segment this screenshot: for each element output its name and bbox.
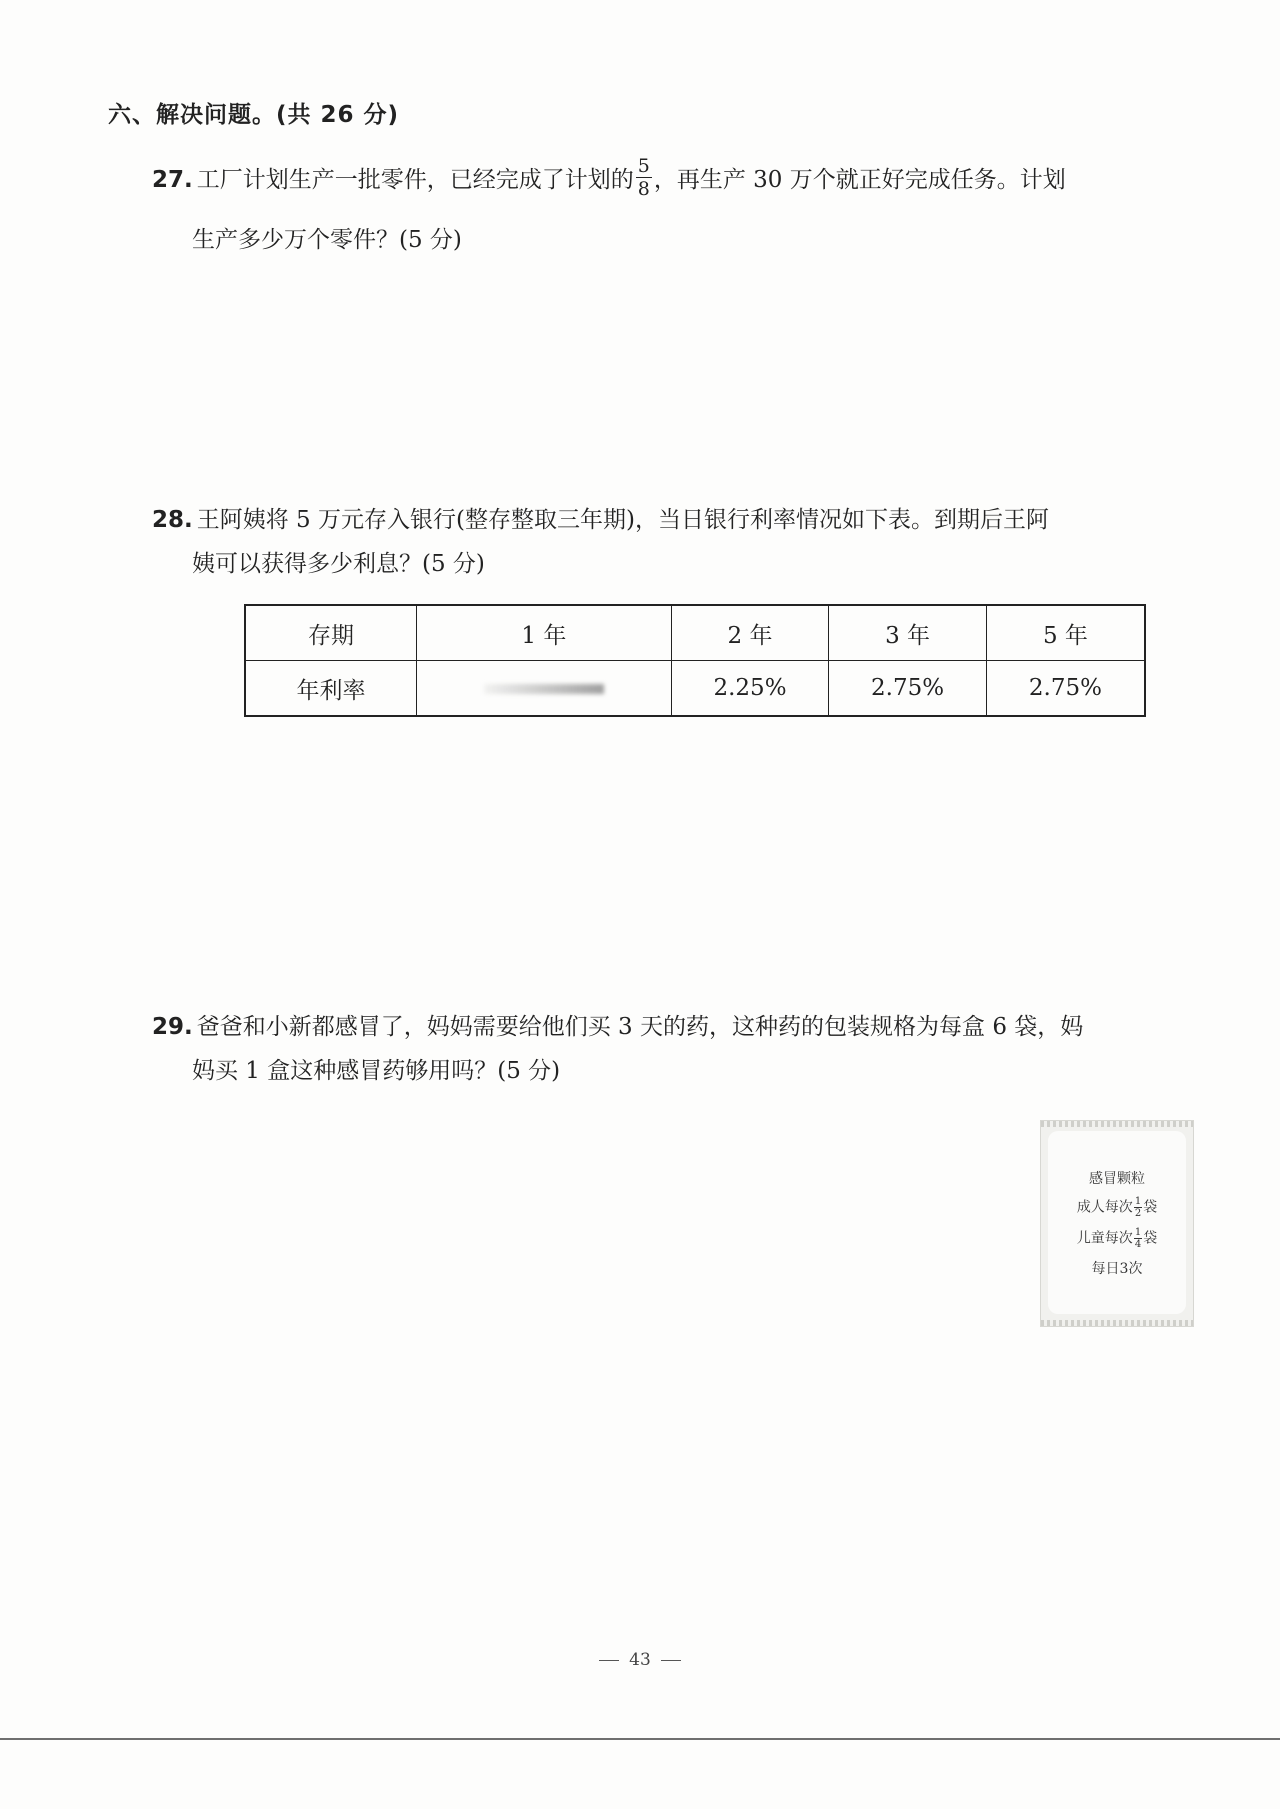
question-number: 28. (152, 507, 193, 533)
fraction-numerator: 1 (1134, 1195, 1142, 1207)
table-cell: 5 年 (986, 605, 1145, 661)
page-number-text: 43 (629, 1650, 651, 1670)
fraction-denominator: 8 (637, 177, 650, 200)
adult-dosage-unit: 袋 (1143, 1199, 1158, 1215)
question-text: 爸爸和小新都感冒了，妈妈需要给他们买 3 天的药，这种药的包装规格为每盒 6 袋，妈 (196, 1014, 1084, 1040)
obscured-value (484, 684, 604, 694)
fraction-denominator: 4 (1134, 1238, 1142, 1250)
child-dosage-unit: 袋 (1143, 1230, 1158, 1246)
table-row (245, 661, 1145, 717)
package-seal-bottom (1041, 1320, 1193, 1326)
question-27 (152, 150, 1202, 270)
medicine-label (1048, 1131, 1186, 1314)
adult-dosage (1077, 1196, 1157, 1219)
child-dosage (1077, 1227, 1157, 1250)
question-29 (152, 1005, 1202, 1093)
question-text: 工厂计划生产一批零件，已经完成了计划的 (196, 167, 634, 193)
question-28 (152, 498, 1202, 586)
adult-dosage-fraction (1134, 1196, 1142, 1219)
medicine-package (1040, 1120, 1194, 1327)
table-cell: 2.75% (829, 661, 987, 717)
page-number (0, 1650, 1280, 1670)
fraction-denominator: 2 (1134, 1207, 1142, 1219)
question-number: 29. (152, 1014, 193, 1040)
table-cell: 3 年 (829, 605, 987, 661)
interest-rate-table (244, 604, 1146, 717)
page-bottom-border (0, 1738, 1280, 1740)
table-cell: 2.75% (986, 661, 1145, 717)
dosage-frequency: 每日3次 (1091, 1260, 1143, 1277)
fraction-numerator: 5 (637, 154, 650, 177)
question-text: ，再生产 30 万个就正好完成任务。计划 (653, 167, 1066, 193)
child-dosage-fraction (1134, 1227, 1142, 1250)
fraction (636, 155, 652, 200)
section-title: 六、解决问题。(共 26 分) (108, 102, 400, 128)
question-text-line2: 姨可以获得多少利息？(5 分) (192, 551, 485, 577)
table-row (245, 605, 1145, 661)
adult-dosage-label: 成人每次 (1076, 1199, 1133, 1215)
fraction-numerator: 1 (1134, 1226, 1142, 1238)
question-text-line2: 妈买 1 盒这种感冒药够用吗？(5 分) (192, 1058, 561, 1084)
package-seal-top (1041, 1121, 1193, 1127)
question-number: 27. (152, 167, 193, 193)
table-header-cell: 年利率 (245, 661, 417, 717)
page-number-dash (599, 1660, 619, 1661)
table-header-cell: 存期 (245, 605, 417, 661)
question-text: 王阿姨将 5 万元存入银行(整存整取三年期)，当日银行利率情况如下表。到期后王阿 (196, 507, 1049, 533)
child-dosage-label: 儿童每次 (1076, 1230, 1133, 1246)
table-cell-obscured (417, 661, 672, 717)
page-number-dash (661, 1660, 681, 1661)
question-text-line2: 生产多少万个零件？(5 分) (192, 227, 462, 253)
table-cell: 2.25% (671, 661, 829, 717)
table-cell: 2 年 (671, 605, 829, 661)
table-cell: 1 年 (417, 605, 672, 661)
medicine-name: 感冒颗粒 (1089, 1170, 1145, 1187)
